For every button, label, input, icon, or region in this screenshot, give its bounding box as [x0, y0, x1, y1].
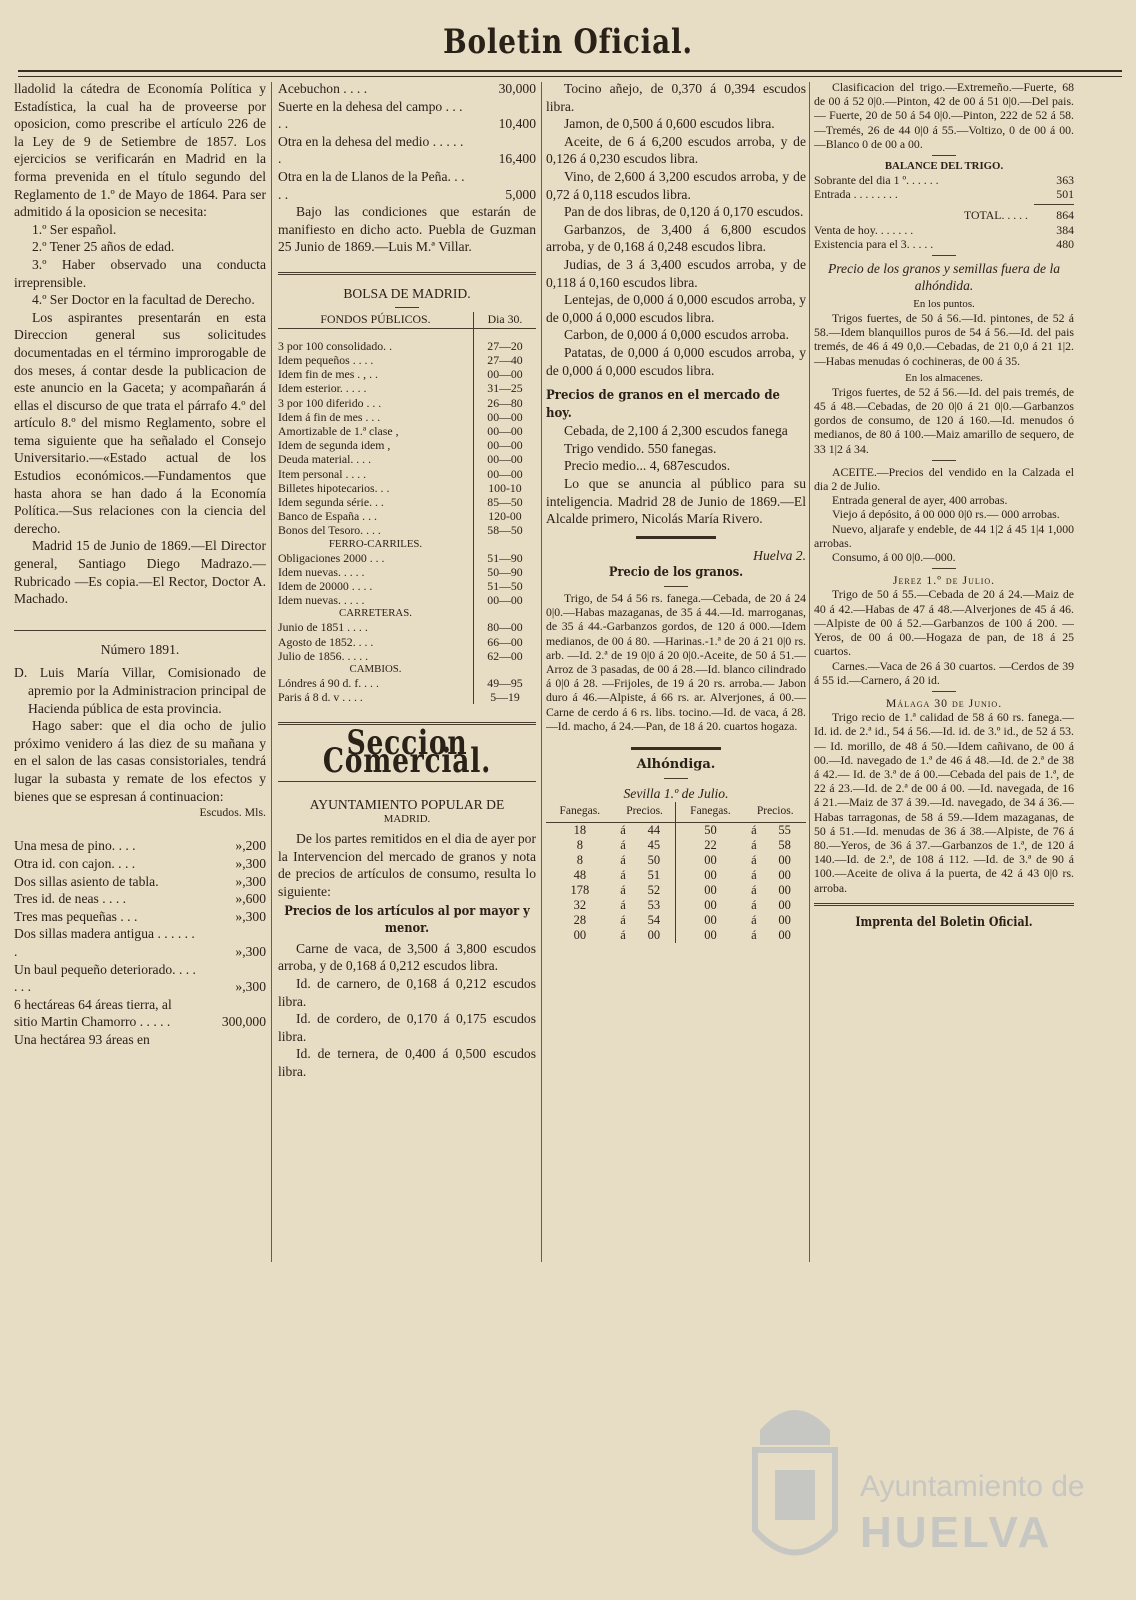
signature-paragraph: Madrid 15 de Junio de 1869.—El Director general, Santiago Diego Madrazo.—Rubricado —Es copia.—El Rector, Doctor A. Machado. [14, 538, 266, 607]
divider [14, 630, 266, 631]
sum-rule [1034, 204, 1074, 205]
edict-paragraph: D. Luis María Villar, Comisionado de apremio por la Administracion principal de Hacienda pública de esta provincia. [14, 665, 266, 716]
fuera-title: Precio de los granos y semillas fuera de la alhóndida. [827, 261, 1061, 294]
price-line: Lentejas, de 0,000 á 0,000 escudos arroba, y de 0,000 á 0,000 escudos libra. [546, 292, 806, 325]
sevilla-dateline: Sevilla 1.º de Julio. [623, 785, 729, 801]
price-line: Judias, de 3 á 3,400 escudos arroba, y de 0,118 á 0,160 escudos libra. [546, 256, 806, 290]
imprenta-footer: Imprenta del Boletin Oficial. [855, 914, 1033, 930]
column-2 [278, 80, 536, 1265]
balance-total-row: TOTAL. . . . . 864 [963, 208, 1074, 223]
dash [664, 778, 688, 779]
aceite-heading: ACEITE.—Precios del vendido en la Calzada el dia 2 de Julio. [814, 464, 1074, 494]
requirement: 3.º Haber observado una conducta irreprensible. [14, 256, 266, 290]
bolsa-row: 3 por 100 consolidado. . 27—20 [278, 339, 536, 353]
bolsa-subhead: FERRO-CARRILES. [278, 538, 536, 551]
price-line: Patatas, de 0,000 á 0,000 escudos arroba, y de 0,000 á 0,000 escudos libra. [546, 344, 806, 378]
precio-granos-title: Precio de los granos. [608, 565, 744, 581]
dash [932, 691, 956, 692]
column-divider [809, 82, 810, 1262]
bolsa-row: Lóndres á 90 d. f. . . . 49—95 [278, 676, 536, 690]
price-line: Carbon, de 0,000 á 0,000 escudos arroba. [564, 327, 789, 343]
partes-paragraph: De los partes remitidos en el dia de ayer por la Intervencion del mercado de granos y nota de precios de artículos de consumo, resulta lo siguiente: [278, 831, 536, 899]
almacenes-text: Trigos fuertes, de 52 á 56.—Id. del pais tremés, de 45 á 48.—Cebadas, de 20 0|0 á 21 0|0.—Garbanzos gordos de consumo, de 120 á 160.—Id. menudos ó medianos, de 80 á 100.—Maiz amarillo de sequero, de 33 1|2 á 34. [814, 384, 1074, 456]
price-line: Pan de dos libras, de 0,120 á 0,170 escudos. [564, 204, 804, 220]
jerez-text: Trigo de 50 á 55.—Cebada de 20 á 24.—Maiz de 40 á 42.—Habas de 47 á 48.—Alverjones de 45 á 46.—Alpiste de 00 á 52.—Garbanzos de 100 á 200. —Yeros, de 00 á 00.—Hogaza de pan, de 18 á 25 cuartos. [814, 587, 1074, 659]
column-divider [541, 82, 542, 1262]
jerez-dateline: Jerez 1.º de Julio. [892, 573, 996, 588]
price-line: Aceite, de 6 á 6,200 escudos arroba, y de 0,126 á 0,230 escudos libra. [546, 133, 806, 167]
jerez-text-2: Carnes.—Vaca de 26 á 30 cuartos. —Cerdos de 39 á 55 id.—Carnero, á 20 id. [814, 658, 1074, 687]
auction-item: Un baul pequeño deteriorado. . . . . . . »,300 [14, 961, 266, 995]
bolsa-row: Item personal . . . . 00—00 [278, 467, 536, 481]
aceite-line: Nuevo, aljarafe y endeble, de 44 1|2 á 45 1|4 1,000 arrobas. [814, 521, 1074, 550]
masthead-title: Boletin Oficial. [443, 22, 693, 62]
balance-row: Sobrante del dia 1 º. . . . . . 363 [814, 173, 1074, 188]
body-paragraph: Los aspirantes presentarán en esta Direccion general sus solicitudes documentadas en el término improrogable de dos meses, á contar desde la publicacion de este anuncio en la Gaceta; y acompañarán á ellas el discurso de que trata el párrafo 4.º del artículo 8.º del mismo Reglamento, sobre el tema siguiente que ha señalado el Consejo Universitario.—«Estado actual de los Estudios económicos.—Fundamentos que hasta ahora se han dado á la Economía Política.—Sus relaciones con la ciencia del derecho. [14, 309, 266, 536]
alhondiga-row: 8 á 50 00 á 00 [576, 852, 791, 867]
ayuntamiento-heading: AYUNTAMIENTO POPULAR DE [309, 796, 505, 812]
requirement: 4.º Ser Doctor en la facultad de Derecho. [32, 292, 255, 308]
huelva-text: Trigo, de 54 á 56 rs. fanega.—Cebada, de 20 á 24 0|0.—Habas mazaganas, de 35 á 44.—Id. marroganas, de 35 á 44.-Garbanzos gordos, de 120 á 000.—Idem medianos, de 00 á 80. —Harinas.-1.ª de 20 á 21 0|0 rs. arb. —Id. 2.ª de 19 0|0 á 20 0|0.-Aceite, de 50 á 51.—Arroz de 3 pasadas, de 00 á 28.—Id. blanco cilindrado á 0|0 á 28. —Frijoles, de 19 á 20 rs. arroba.— Jabon duro á 46.—Alpiste, á 66 rs. ar. Alverjones, á 00.—Carne de cerdo á 6 rs. libs. tocino.—Id. de vaca, á 28. —Id. macho, á 24.—Pan, de 18 á 20. cuartos hogaza. [546, 591, 806, 733]
bolsa-subhead: CAMBIOS. [278, 663, 536, 676]
auction-item: 6 hectáreas 64 áreas tierra, al sitio Martin Chamorro . . . . . 300,000 [14, 996, 266, 1030]
column-divider [271, 82, 272, 1262]
clasificacion-paragraph: Clasificacion del trigo.—Extremeño.—Fuerte, 68 de 00 á 52 0|0.—Pinton, 42 de 00 á 51 0|0.—Del pais.— Fuerte, 20 de 50 á 54 0|0.—Pinton, 222 de 52 á 58.—Tremés, 26 de 44 0|0 á 55.—Voltizo, 0 de 00 á 00.—Blanco 0 de 00 a 00. [814, 80, 1074, 151]
column-1 [14, 80, 266, 1265]
masthead-rule [18, 70, 1122, 77]
auction-item: Suerte en la dehesa del campo . . . . . 10,400 [278, 98, 536, 132]
auction-item: Otra id. con cajon. . . . »,300 [14, 855, 266, 871]
seccion-comercial-title: Seccion Comercial. [322, 723, 492, 781]
puntos-text: Trigos fuertes, de 50 á 56.—Id. pintones, de 52 á 58.—Idem blanquillos puros de 54 á 56.—Id. del pais tremés, de 46 á 49 0,0.—Cebadas, de 21 0,0 á 21 1|2.—Habas menudas ó cochineras, de 00 á 35. [814, 311, 1074, 368]
dash [932, 255, 956, 256]
auction-item: Una mesa de pino. . . . »,200 [14, 838, 266, 854]
divider [636, 536, 716, 539]
malaga-text: Trigo recio de 1.ª calidad de 58 á 60 rs. fanega.—Id. id. de 2.ª id., 54 á 56.—Id. id. de 3.º id., de 52 á 53.— Id. morillo, de 48 á 50.—Idem cañivano, de 00 á 00.—Id. navegado de 1.ª de 46 á 48.—Id. de 2.ª de 38 á 42.— Id. de 3.ª de á 00.—Cebada del pais de 1.ª, de 22 á 23.—Id. de 2.ª de 00 á 00. —Id. navegada, de 16 á 21.—Maiz de 37 á 39.—Id. navegado, de 34 á 36.— Habas tarragonas, de 58 á 59.—Idem mazaganas, de 50 á 51.—Id. menudas de 36 á 38.—Alpiste, de 76 á 80.—Yeros, de 36 á 37.—Garbanzos de 1.ª, de 120 á 140.—Id. de 2.ª, de 108 á 112. —Id. de 3.ª de 90 á 100.—Aceite de oliva á la puerta, de 42 á 43 0|0 rs. arroba. [814, 710, 1074, 895]
bolsa-row: Idem nuevas. . . . . 00—00 [278, 593, 536, 607]
number-heading: Número 1891. [100, 641, 180, 657]
price-line: Garbanzos, de 3,400 á 6,800 escudos arroba, y de 0,168 á 0,248 escudos libra. [546, 221, 806, 255]
bolsa-row: Deuda material. . . . 00—00 [278, 452, 536, 466]
balance-row: Venta de hoy. . . . . . . 384 [814, 222, 1074, 237]
alhondiga-row: 48 á 51 00 á 00 [573, 867, 791, 882]
huelva-dateline: Huelva 2. [753, 547, 806, 563]
units-header: Escudos. Mls. [199, 805, 266, 820]
puntos-heading: En los puntos. [913, 298, 975, 311]
bolsa-subhead: CARRETERAS. [278, 607, 536, 620]
alhondiga-header: Fanegas. Precios. Fanegas. Precios. [546, 802, 806, 822]
dash [932, 568, 956, 569]
bolsa-row: Bonos del Tesoro. . . . 58—50 [278, 523, 536, 537]
alhondiga-row: 18 á 44 50 á 55 [573, 822, 791, 837]
granos-title: Precios de granos en el mercado de hoy. [546, 388, 780, 421]
bolsa-row: Idem de segunda idem , 00—00 [278, 438, 536, 452]
bolsa-row: Junio de 1851 . . . . 80—00 [278, 620, 536, 634]
coat-of-arms-icon [740, 1390, 850, 1580]
intro-paragraph: lladolid la cátedra de Economía Política y Estadística, la cual ha de proveerse por oposicion, como prescribe el artículo 226 de la Ley de 9 de Setiembre de 1857. Los ejercicios se verificarán en Madrid en la forma prevenida en el título segundo del Reglamento de 1.º de Mayo de 1864. Para ser admitido á la oposicion se necesita: [14, 81, 266, 220]
divider [631, 747, 721, 750]
auction-item: Dos sillas asiento de tabla. »,300 [14, 873, 266, 889]
anuncia-paragraph: Lo que se anuncia al público para su inteligencia. Madrid 28 de Junio de 1869.—El Alcalde primero, Nicolás María Rivero. [546, 476, 806, 527]
column-4 [814, 80, 1074, 1265]
bolsa-header: FONDOS PÚBLICOS. Dia 30. [278, 312, 536, 329]
alhondiga-row: 00 á 00 00 á 00 [573, 927, 791, 942]
dash [932, 155, 956, 156]
price-line: Id. de cordero, de 0,170 á 0,175 escudos libra. [278, 1011, 536, 1044]
price-line: Jamon, de 0,500 á 0,600 escudos libra. [564, 116, 775, 132]
bolsa-row: Julio de 1856. . . . . 62—00 [278, 649, 536, 663]
bolsa-row: Billetes hipotecarios. . . 100-10 [278, 481, 536, 495]
alhondiga-row: 32 á 53 00 á 00 [573, 897, 791, 912]
bolsa-title: BOLSA DE MADRID. [343, 285, 471, 301]
alhondiga-table [546, 802, 806, 943]
bolsa-row: Idem á fin de mes . . . 00—00 [278, 410, 536, 424]
aceite-line: Viejo á depósito, á 00 000 0|0 rs.— 000 arrobas. [832, 507, 1060, 522]
auction-item: Otra en la dehesa del medio . . . . . . 16,400 [278, 133, 536, 167]
alhondiga-title: Alhóndiga. [636, 757, 716, 773]
almacenes-heading: En los almacenes. [905, 371, 983, 384]
requirement: 2.º Tener 25 años de edad. [32, 239, 175, 255]
bolsa-row: Obligaciones 2000 . . . 51—90 [278, 551, 536, 565]
aceite-line: Entrada general de ayer, 400 arrobas. [832, 493, 1008, 508]
bolsa-row: Idem nuevas. . . . . 50—90 [278, 565, 536, 579]
cebada-line: Cebada, de 2,100 á 2,300 escudos fanega [564, 423, 788, 439]
watermark [740, 1390, 1100, 1590]
price-line: Vino, de 2,600 á 3,200 escudos arroba, y de 0,72 á 0,118 escudos libra. [546, 168, 806, 202]
auction-item: Dos sillas madera antigua . . . . . . . »,300 [14, 926, 266, 959]
aceite-line: Consumo, á 00 0|0.—000. [832, 550, 956, 565]
bolsa-row: Idem segunda série. . . 85—50 [278, 495, 536, 509]
madrid-heading: MADRID. [383, 813, 431, 826]
bolsa-row: Amortizable de 1.ª clase , 00—00 [278, 424, 536, 438]
medio-line: Precio medio... 4, 687escudos. [564, 458, 731, 474]
divider [278, 272, 536, 275]
malaga-dateline: Málaga 30 de Junio. [885, 695, 1003, 710]
bolsa-row: Banco de España . . . 120-00 [278, 509, 536, 523]
auction-item: Otra en la de Llanos de la Peña. . . . . 5,000 [278, 168, 536, 202]
balance-row: Existencia para el 3. . . . . 480 [814, 236, 1074, 251]
auction-item: Una hectárea 93 áreas en [14, 1031, 150, 1047]
alhondiga-row: 8 á 45 22 á 58 [576, 837, 791, 852]
auction-list [14, 837, 266, 1048]
requirement: 1.º Ser español. [32, 221, 117, 237]
conditions-paragraph: Bajo las condiciones que estarán de manifiesto en dicho acto. Puebla de Guzman 25 Junio de 1869.—Luis M.ª Villar. [278, 204, 536, 255]
price-line: Id. de ternera, de 0,400 á 0,500 escudos libra. [278, 1046, 536, 1079]
balance-row: Entrada . . . . . . . . 501 [814, 187, 1074, 202]
bolsa-row: Idem fin de mes . , . . 00—00 [278, 367, 536, 381]
bolsa-row: Paris á 8 d. v . . . . 5—19 [278, 690, 536, 704]
price-line: Id. de carnero, de 0,168 á 0,212 escudos libra. [278, 975, 536, 1009]
divider [814, 903, 1074, 906]
auction-item: Tres id. de neas . . . . »,600 [14, 891, 266, 907]
dash [932, 460, 956, 461]
balance-title: BALANCE DEL TRIGO. [884, 160, 1004, 173]
trigo-line: Trigo vendido. 550 fanegas. [564, 440, 717, 456]
bolsa-row: Idem esterior. . . . . 31—25 [278, 381, 536, 395]
bolsa-row: Idem pequeños . . . . 27—40 [278, 353, 536, 367]
watermark-line-2: HUELVA [860, 1508, 1053, 1557]
alhondiga-row: 178 á 52 00 á 00 [570, 882, 791, 897]
price-line: Tocino añejo, de 0,370 á 0,394 escudos libra. [546, 81, 806, 114]
alhondiga-row: 28 á 54 00 á 00 [573, 912, 791, 927]
bolsa-row: 3 por 100 diferido . . . 26—80 [278, 396, 536, 410]
auction-item: Tres mas pequeñas . . . »,300 [14, 908, 266, 924]
hago-paragraph: Hago saber: que el dia ocho de julio próximo venidero á las diez de su mañana y en el salon de las casas consistoriales, tendrá lugar la subasta y remate de los efectos y bienes que se espresan á continuacion: [14, 718, 266, 804]
bolsa-table [278, 312, 536, 705]
dash [664, 586, 688, 587]
auction-item: Acebuchon . . . . 30,000 [278, 81, 536, 96]
precios-title: Precios de los artículos al por mayor y menor. [284, 903, 530, 937]
watermark-line-1: Ayuntamiento de [860, 1470, 1085, 1503]
column-3 [546, 80, 806, 1265]
bolsa-row: Idem de 20000 . . . . 51—50 [278, 579, 536, 593]
price-line: Carne de vaca, de 3,500 á 3,800 escudos arroba, y de 0,168 á 0,212 escudos libra. [278, 940, 536, 974]
bolsa-row: Agosto de 1852. . . . 66—00 [278, 635, 536, 649]
dash [395, 307, 419, 308]
